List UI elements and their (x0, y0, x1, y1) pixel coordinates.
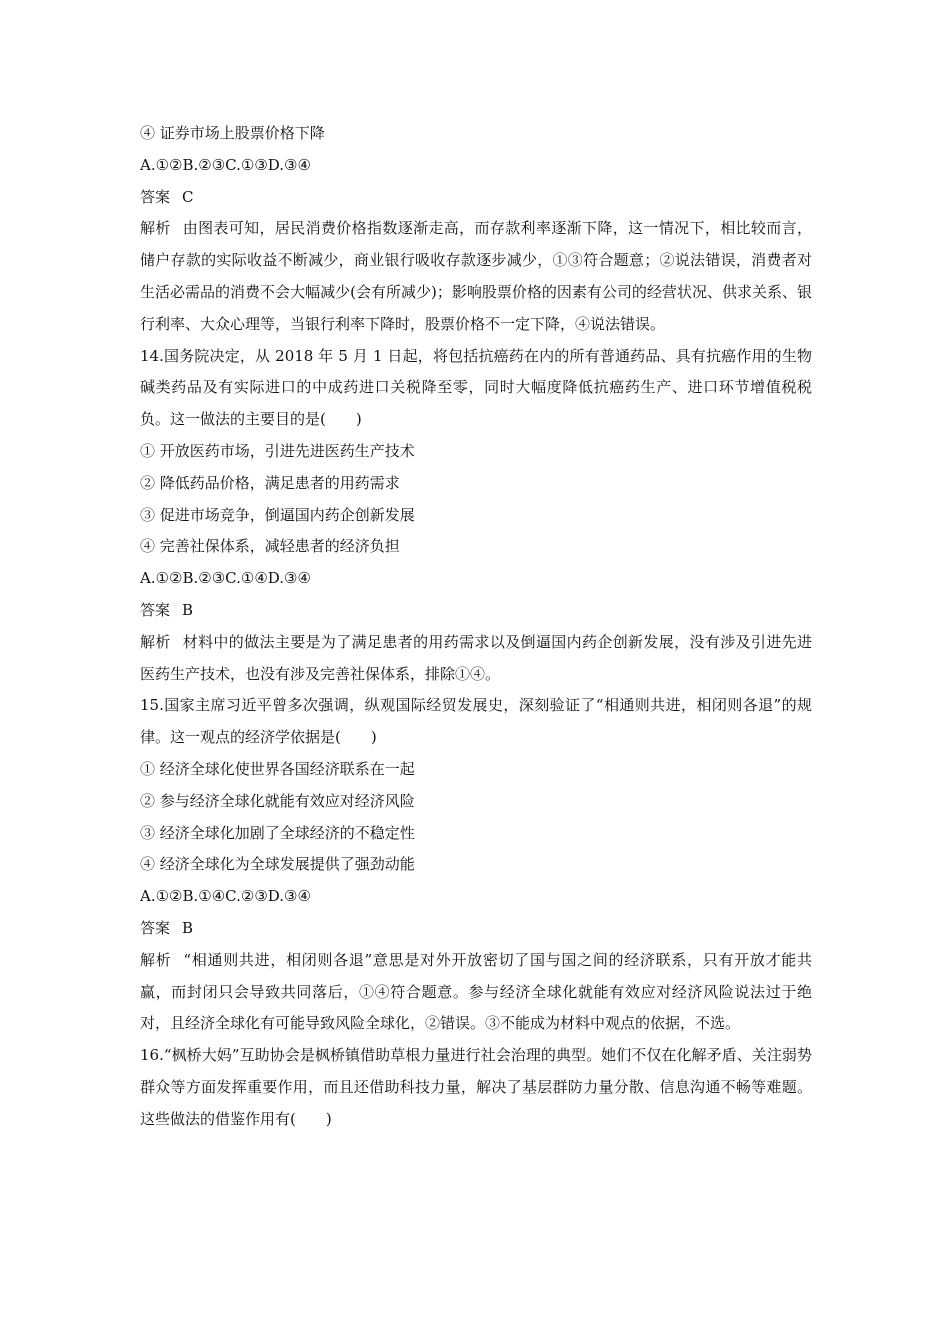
answer-label: 答案 (140, 918, 171, 937)
analysis-text: “相通则共进，相闭则各退”意思是对外开放密切了国与国之间的经济联系，只有开放才能共赢，而封闭只会导致共同落后，①④符合题意。参与经济全球化就能有效应对经济风险说法过于绝对，且经济全球化有可能导致风险全球化，②错误。③不能成为材料中观点的依据，不选。 (140, 950, 812, 1033)
document-page (140, 118, 812, 1136)
q15-analysis (140, 945, 812, 1040)
answer-value: B (182, 918, 194, 937)
analysis-text: 由图表可知，居民消费价格指数逐渐走高，而存款利率逐渐下降，这一情况下，相比较而言，储户存款的实际收益不断减少，商业银行吸收存款逐步减少，①③符合题意；②说法错误，消费者对生活必需品的消费不会大幅减少(会有所减少)；影响股票价格的因素有公司的经营状况、供求关系、银行利率、大众心理等，当银行利率下降时，股票价格不一定下降，④说法错误。 (140, 219, 812, 333)
q13-answer (140, 182, 812, 214)
answer-value: B (182, 600, 194, 619)
analysis-label: 解析 (140, 950, 172, 969)
q14-option-1: ① 开放医药市场，引进先进医药生产技术 (140, 441, 415, 460)
q15-option-2: ② 参与经济全球化就能有效应对经济风险 (140, 791, 415, 810)
q13-analysis (140, 213, 812, 340)
q15-option-1: ① 经济全球化使世界各国经济联系在一起 (140, 759, 415, 778)
q14-option-2: ② 降低药品价格，满足患者的用药需求 (140, 473, 400, 492)
q16-stem: 16.“枫桥大妈”互助协会是枫桥镇借助草根力量进行社会治理的典型。她们不仅在化解矛盾、关注弱势群众等方面发挥重要作用，而且还借助科技力量，解决了基层群防力量分散、信息沟通不畅等难题。这些做法的借鉴作用有( ) (140, 1046, 812, 1128)
q13-option-4: ④ 证券市场上股票价格下降 (140, 124, 325, 142)
q14-analysis (140, 627, 812, 691)
q15-choices: A.①②B.①④C.②③D.③④ (140, 887, 311, 906)
analysis-label: 解析 (140, 219, 171, 238)
q15-answer (140, 913, 812, 945)
q15-option-3: ③ 经济全球化加剧了全球经济的不稳定性 (140, 823, 415, 842)
answer-label: 答案 (140, 187, 171, 206)
q14-choices: A.①②B.②③C.①④D.③④ (140, 569, 311, 588)
q14-option-4: ④ 完善社保体系，减轻患者的经济负担 (140, 537, 400, 556)
q14-stem: 14.国务院决定，从 2018 年 5 月 1 日起，将包括抗癌药在内的所有普通药品、具有抗癌作用的生物碱类药品及有实际进口的中成药进口关税降至零，同时大幅度降低抗癌药生产、进口环节增值税税负。这一做法的主要目的是( ) (140, 346, 812, 429)
q14-answer (140, 595, 812, 627)
q14-option-3: ③ 促进市场竞争，倒逼国内药企创新发展 (140, 505, 415, 524)
analysis-label: 解析 (140, 632, 171, 651)
q13-choices: A.①②B.②③C.①③D.③④ (140, 155, 311, 174)
analysis-text: 材料中的做法主要是为了满足患者的用药需求以及倒逼国内药企创新发展，没有涉及引进先进医药生产技术，也没有涉及完善社保体系，排除①④。 (140, 632, 812, 683)
answer-label: 答案 (140, 600, 171, 619)
q15-option-4: ④ 经济全球化为全球发展提供了强劲动能 (140, 855, 415, 874)
answer-value: C (182, 187, 194, 206)
q15-stem: 15.国家主席习近平曾多次强调，纵观国际经贸发展史，深刻验证了“相通则共进，相闭则各退”的规律。这一观点的经济学依据是( ) (140, 696, 812, 747)
